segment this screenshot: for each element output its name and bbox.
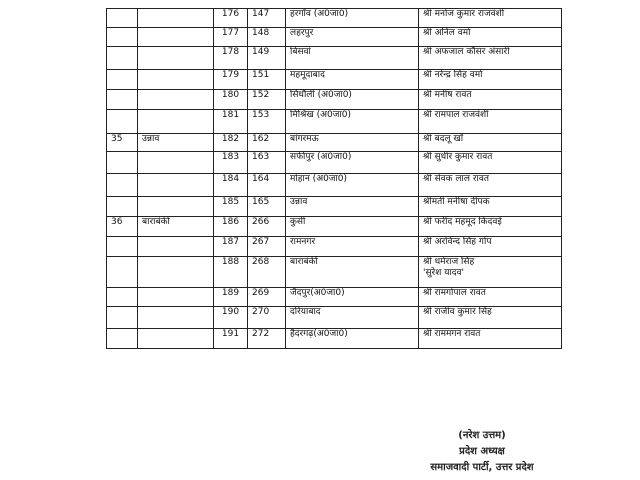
- cell-district: [138, 90, 214, 110]
- cell-ac-no: 272: [248, 329, 286, 349]
- candidate-name: श्री राममगन रावत: [423, 329, 481, 339]
- cell-sno: 187: [214, 237, 248, 257]
- cell-dist-no: [107, 70, 138, 90]
- cell-sno: 183: [214, 152, 248, 174]
- candidate-table: [106, 8, 562, 349]
- cell-dist-no: [107, 257, 138, 288]
- cell-constituency: हरगाँव (अ0जा0): [286, 9, 419, 28]
- cell-constituency: बाराबंकी: [286, 257, 419, 288]
- table-row: [107, 90, 562, 110]
- cell-dist-no: [107, 197, 138, 217]
- candidate-name: श्री मनीष रावत: [423, 90, 472, 100]
- cell-district: [138, 174, 214, 197]
- signatory-designation: प्रदेश अध्यक्ष: [459, 446, 505, 457]
- cell-ac-no: 149: [248, 47, 286, 70]
- cell-dist-no: [107, 152, 138, 174]
- cell-constituency: मिश्रिख (अ0जा0): [286, 110, 419, 134]
- cell-ac-no: 270: [248, 307, 286, 329]
- cell-candidate: [419, 329, 562, 349]
- table-row: [107, 70, 562, 90]
- signatory-name: (नरेश उत्तम): [458, 430, 506, 441]
- cell-district: [138, 70, 214, 90]
- cell-district: [138, 47, 214, 70]
- cell-dist-no: [107, 237, 138, 257]
- cell-dist-no: [107, 174, 138, 197]
- cell-ac-no: 164: [248, 174, 286, 197]
- cell-dist-no: 36: [107, 217, 138, 237]
- cell-district: [138, 307, 214, 329]
- cell-district: उन्नाव: [138, 134, 214, 152]
- candidate-name: श्री रामगोपाल रावत: [423, 288, 486, 298]
- cell-constituency: महमूदाबाद: [286, 70, 419, 90]
- cell-dist-no: [107, 288, 138, 307]
- cell-sno: 178: [214, 47, 248, 70]
- cell-constituency: लहरपुर: [286, 28, 419, 47]
- candidate-name: श्री फरीद महमूद किदवई: [423, 217, 502, 227]
- cell-constituency: हैदरगढ़(अ0जा0): [286, 329, 419, 349]
- cell-ac-no: 147: [248, 9, 286, 28]
- cell-ac-no: 152: [248, 90, 286, 110]
- cell-constituency: कुर्सी: [286, 217, 419, 237]
- cell-constituency: सिधौली (अ0जा0): [286, 90, 419, 110]
- cell-sno: 181: [214, 110, 248, 134]
- cell-candidate: [419, 110, 562, 134]
- cell-candidate: [419, 197, 562, 217]
- table-row: [107, 47, 562, 70]
- table-row: [107, 110, 562, 134]
- cell-ac-no: 266: [248, 217, 286, 237]
- cell-candidate: [419, 257, 562, 288]
- cell-ac-no: 162: [248, 134, 286, 152]
- cell-dist-no: [107, 47, 138, 70]
- cell-candidate: [419, 134, 562, 152]
- cell-district: [138, 28, 214, 47]
- candidate-name: श्री धर्मराज सिंह: [423, 257, 475, 267]
- cell-ac-no: 268: [248, 257, 286, 288]
- cell-ac-no: 165: [248, 197, 286, 217]
- cell-ac-no: 153: [248, 110, 286, 134]
- cell-district: [138, 288, 214, 307]
- signatory-organization: समाजवादी पार्टी, उत्तर प्रदेश: [430, 462, 534, 473]
- cell-dist-no: [107, 110, 138, 134]
- cell-district: [138, 237, 214, 257]
- table-row: [107, 288, 562, 307]
- cell-sno: 185: [214, 197, 248, 217]
- cell-dist-no: [107, 28, 138, 47]
- candidate-name: श्री सेवक लाल रावत: [423, 174, 489, 184]
- candidate-name: श्री नरेन्द्र सिंह वर्मा: [423, 70, 483, 80]
- cell-district: [138, 257, 214, 288]
- cell-sno: 177: [214, 28, 248, 47]
- cell-sno: 190: [214, 307, 248, 329]
- candidate-name: श्री अरविन्द सिंह गोप: [423, 237, 492, 247]
- cell-constituency: जैदपुर(अ0जा0): [286, 288, 419, 307]
- candidate-name: श्री रामपाल राजवंशी: [423, 110, 489, 120]
- cell-constituency: बिसवां: [286, 47, 419, 70]
- table-row: [107, 134, 562, 152]
- cell-constituency: दरियाबाद: [286, 307, 419, 329]
- cell-sno: 186: [214, 217, 248, 237]
- cell-constituency: मोहान (अ0जा0): [286, 174, 419, 197]
- cell-sno: 180: [214, 90, 248, 110]
- cell-candidate: [419, 288, 562, 307]
- cell-dist-no: 35: [107, 134, 138, 152]
- cell-district: [138, 9, 214, 28]
- table-row: [107, 152, 562, 174]
- cell-sno: 189: [214, 288, 248, 307]
- cell-sno: 184: [214, 174, 248, 197]
- cell-ac-no: 163: [248, 152, 286, 174]
- cell-dist-no: [107, 307, 138, 329]
- cell-ac-no: 267: [248, 237, 286, 257]
- cell-district: [138, 152, 214, 174]
- table-row: [107, 217, 562, 237]
- cell-candidate: [419, 307, 562, 329]
- table-row: [107, 174, 562, 197]
- cell-constituency: बांगरमऊ: [286, 134, 419, 152]
- cell-candidate: [419, 174, 562, 197]
- signature-block: [392, 428, 572, 476]
- cell-district: [138, 110, 214, 134]
- candidate-alias: 'सुरेश यादव': [423, 268, 465, 278]
- cell-ac-no: 148: [248, 28, 286, 47]
- cell-candidate: [419, 152, 562, 174]
- cell-sno: 191: [214, 329, 248, 349]
- cell-sno: 182: [214, 134, 248, 152]
- candidate-name: श्रीमती मनीषा दीपक: [423, 197, 490, 207]
- cell-dist-no: [107, 329, 138, 349]
- table-row: [107, 197, 562, 217]
- candidate-name: श्री अनिल वर्मा: [423, 28, 471, 38]
- candidate-table-body: [107, 9, 562, 349]
- cell-candidate: [419, 217, 562, 237]
- cell-candidate: [419, 28, 562, 47]
- candidate-name: श्री बदलू खाँ: [423, 134, 464, 144]
- table-row: [107, 307, 562, 329]
- cell-sno: 179: [214, 70, 248, 90]
- cell-sno: 176: [214, 9, 248, 28]
- table-row: [107, 28, 562, 47]
- table-row: [107, 9, 562, 28]
- cell-sno: 188: [214, 257, 248, 288]
- cell-candidate: [419, 47, 562, 70]
- cell-constituency: रामनगर: [286, 237, 419, 257]
- cell-district: [138, 197, 214, 217]
- cell-candidate: [419, 237, 562, 257]
- cell-district: बाराबंकी: [138, 217, 214, 237]
- candidate-name: श्री अफजाल कौसर अंसारी: [423, 47, 510, 57]
- cell-candidate: [419, 90, 562, 110]
- cell-district: [138, 329, 214, 349]
- candidate-name: श्री मनोज कुमार राजवंशी: [423, 9, 505, 19]
- cell-dist-no: [107, 90, 138, 110]
- table-row: [107, 329, 562, 349]
- table-row: [107, 237, 562, 257]
- cell-ac-no: 269: [248, 288, 286, 307]
- cell-dist-no: [107, 9, 138, 28]
- cell-candidate: [419, 9, 562, 28]
- cell-constituency: सफीपुर (अ0जा0): [286, 152, 419, 174]
- cell-constituency: उन्नाव: [286, 197, 419, 217]
- table-row: [107, 257, 562, 288]
- candidate-name: श्री सुधीर कुमार रावत: [423, 152, 493, 162]
- cell-ac-no: 151: [248, 70, 286, 90]
- candidate-name: श्री राजीव कुमार सिंह: [423, 307, 492, 317]
- cell-candidate: [419, 70, 562, 90]
